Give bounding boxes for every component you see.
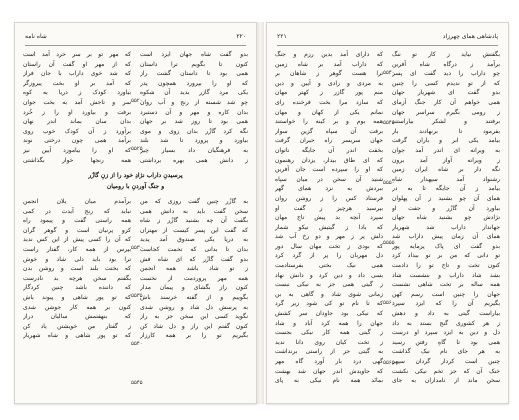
verse-hemistich: بیاورد آن گازُر و جفت او — [392, 204, 500, 212]
verse-hemistich: سپرد آنچه بد پیش تاج مهان — [275, 214, 383, 222]
verse-hemistich: بپرس از همه کار، گفتار راست — [23, 245, 131, 253]
verse-hemistich: ز رومی بگیرم سراسر جهان — [392, 108, 500, 116]
verse-hemistich: دلش پر ز مهر و دو رخ آب شد — [275, 233, 383, 241]
verse-hemistich: شنید آن سخن در میان سپاه — [275, 175, 383, 183]
verse-hemistich: که شد خوی داراب با جان فراز — [23, 70, 131, 78]
left-header-rule — [25, 45, 246, 46]
verse-hemistich: به گازُر چنین گفت روزی که من — [140, 198, 248, 205]
verse-hemistich: که تو پور شاهی و پیوند باش — [23, 293, 131, 301]
verse-hemistich: که تا نام تو کی شود زیر گرد — [275, 300, 383, 308]
verse-hemistich: بفرمود تا برنهادند بار — [392, 127, 500, 135]
verse-hemistich: که بادا ز گیتیش نیکو شمار — [275, 223, 383, 231]
verse-hemistich: دل مهربان را پر از گرد کرد — [275, 252, 383, 260]
line-number: ۵۵۶۵ — [383, 360, 395, 366]
verse-hemistich: برآمد همی چون درختی نوند — [23, 137, 131, 145]
verse-hemistich: دل و دین به ایزد سپرد او درست — [392, 329, 500, 337]
verse-hemistich: که آمد بر او بخت پیروزگر — [23, 79, 131, 87]
verse-hemistich: همی بود تا گاهِ رفتن رسید — [392, 338, 500, 346]
verse-hemistich: کنون راز بگشای و پیمان مدار — [140, 284, 248, 292]
verse-hemistich: بگفتم سخن هرچه بد نادرست — [23, 274, 131, 282]
verse-hemistich: بدان کاره و مهر و آن دستبرد — [140, 108, 248, 116]
line-number: ۵۵۵۰ — [383, 180, 395, 186]
verse-hemistich: سخن ماند از نامداران به جای — [392, 377, 500, 385]
line-number: ۵۵۴۰ — [131, 341, 143, 347]
verse-hemistich: همی خواهم آن کار جنگ آزمای — [392, 98, 500, 106]
line-number: ۵۵۲۰ — [131, 98, 143, 104]
verse-hemistich: که جاویدش اندر جهان شد بهشت — [275, 367, 383, 375]
verse-hemistich: که بنهفتمش سالیان دراز — [23, 313, 131, 321]
verse-hemistich: همی بود تا داستان گشت راز — [140, 70, 248, 78]
verse-hemistich: ترا هست گوهر ز شاهان بر — [275, 70, 383, 78]
verse-hemistich: ز دانش همی بهره برداشتی — [140, 156, 248, 164]
verse-hemistich: که گفت این پسر کیست از مهتران — [140, 226, 248, 234]
verse-hemistich: که او را بپرورد همچون پدر — [140, 79, 248, 87]
verse-hemistich: سخن گفت باید به دانش همی — [140, 207, 248, 215]
verse-hemistich: نگوید کسی این سخن جز به راز — [140, 313, 248, 321]
line-number: ۵۵۵۵ — [383, 240, 395, 246]
left-top-column-left — [23, 50, 131, 165]
verse-hemistich: نژادش چو بشنید شاه جهان — [392, 214, 500, 222]
verse-hemistich: بسی داد و دین کرد و دانش نهاد — [275, 271, 383, 279]
verse-hemistich: نگه کرد گازُر بدان روی و موی — [140, 127, 248, 135]
verse-hemistich: کنون بر همه کار جوشن شدی — [23, 303, 131, 311]
verse-hemistich: جهاندار داراب شد شهریار — [392, 223, 500, 231]
verse-hemistich: ز هر کشوری گنج بستد به داد — [392, 319, 500, 327]
verse-hemistich: چنین است کردار گردان سپهر — [392, 358, 500, 365]
verse-hemistich: نباید که رنج آیدت در کمی — [23, 207, 131, 215]
verse-hemistich: بگفتش نیاید ز کار تو ننگ — [392, 51, 500, 58]
verse-hemistich: به ویرانه ای اندر آمد جوان — [392, 146, 500, 154]
verse-hemistich: همه مهر پروردمت از نخست — [140, 274, 248, 282]
verse-hemistich: بمانَد همه نام نیکی به پای — [275, 377, 383, 385]
verse-hemistich: بگفت آن چه بشنید گازُر ز شاه — [140, 217, 248, 225]
verse-hemistich: که داراب آمد بر شاه زمین — [275, 60, 383, 68]
verse-hemistich: منم پور گازر ز کهتر مهان — [275, 89, 383, 97]
verse-hemistich: بیاورد و پرورد تا شد بلند — [140, 137, 248, 145]
verse-hemistich: برآمدم میان یلان انجمن — [23, 198, 131, 205]
verse-hemistich: بپرسید هرچیز ز گفت او — [275, 204, 383, 212]
verse-hemistich: جهان را همه کرد آباد و شاد — [275, 319, 383, 327]
verse-hemistich: که سازد مرا بخت فرخنده رای — [275, 98, 383, 106]
verse-hemistich: بشد شاد داراب و بنشست شاد — [392, 271, 500, 279]
verse-hemistich: به مردی و رادی و آیین و دین — [275, 79, 383, 87]
verse-hemistich: همه بوم و بر کینه را خواستند — [275, 118, 383, 126]
line-number: ۵۵۶۰ — [383, 300, 395, 306]
verse-hemistich: گهی درد بار آورد گاه مهر — [275, 358, 383, 365]
verse-hemistich: برآورد ز آن کودک خوب روی — [23, 127, 131, 135]
verse-hemistich: برفتند و لشکر بیاراستند — [392, 118, 500, 126]
verse-hemistich: همه راستی گفت و پیمود راه — [23, 217, 131, 225]
verse-hemistich: همای آن زمان پیش داراب شد — [392, 233, 500, 241]
verse-hemistich: کزو پرنیان است و گوهر گران — [23, 226, 131, 234]
verse-hemistich: که دارای آمد بدین رزم و جنگ — [275, 51, 383, 58]
left-page-number: ۲۲۰ — [236, 33, 246, 40]
verse-hemistich: نمانم یکی از کهان و مهان — [275, 108, 383, 116]
right-header-rule — [277, 45, 498, 46]
left-running-head: شاه نامه — [25, 33, 47, 40]
verse-hemistich: برآمد ز درگاه شاه آفرین — [392, 60, 500, 68]
verse-hemistich: سر و تاجش آمد به بخت جوان — [23, 98, 131, 106]
verse-hemistich: کنون تخت و تاج تو را دادمت — [392, 262, 500, 270]
verse-hemistich: بیامد ز آن جایگه تا به در — [392, 185, 500, 193]
verse-hemistich: بگوییم و از گفته خرسند باش — [140, 293, 248, 301]
verse-hemistich: بدو گفت گازُر که ای شاه فش — [140, 255, 248, 263]
verse-hemistich: به پرسش دل شاد و روشن شدی — [140, 303, 248, 311]
verse-hemistich: کنون گفتم این راز و دل شاد کن — [140, 322, 248, 330]
line-number: ۵۵۳۵ — [131, 293, 143, 299]
verse-hemistich: بگیریم تو را بر همه کارزار — [140, 332, 248, 340]
left-section-title-1: پرسیدنِ داراب نژادِ خود را از زنِ گازُر — [88, 172, 183, 179]
right-page — [266, 22, 509, 404]
line-number: ۵۵۴۰ — [383, 70, 395, 76]
verse-hemistich: ز گیتی همه کار نیکی بجست — [275, 329, 383, 337]
verse-hemistich: به دریا یکی صندوق آمد پدید — [140, 236, 248, 244]
verse-hemistich: که آن را کسی پیش از این کس ندید — [23, 236, 131, 244]
verse-hemistich: که ای طاق بیدار، یزدان رهنمون — [275, 156, 383, 164]
verse-hemistich: ترا بود باید دلی شاد و خوش — [23, 255, 131, 263]
verse-hemistich: جهان سربسر راه حیران گرفت — [275, 137, 383, 145]
verse-hemistich: جهان را چنین است رسم کهن — [392, 290, 500, 298]
verse-hemistich: که از تو ندیدم کسی را چنین — [392, 79, 500, 87]
verse-hemistich: بدان سان بماند اندر نهان — [23, 118, 131, 126]
verse-hemistich: ز تخت کیان روی دانا ندید — [275, 338, 383, 346]
verse-hemistich: بدو گفت ای شهریار جهان — [392, 89, 500, 97]
left-top-column-right — [140, 50, 248, 165]
verse-hemistich: بخفت اندر آن جایگه ناتوان — [275, 146, 383, 154]
verse-hemistich: بیاراست گیتی به داد و دهش — [392, 310, 500, 318]
left-page — [14, 22, 257, 404]
verse-hemistich: بیاورد کودک ز دریا به کوه — [23, 89, 131, 97]
verse-hemistich: همه رنجها خوار بگذاشتی — [23, 156, 131, 164]
verse-hemistich: که بودی ز تخت مهان سال دور — [275, 242, 383, 250]
verse-hemistich: که او را بیاموزد آیین نیز — [23, 146, 131, 154]
line-number: ۵۵۴۵ — [131, 380, 143, 386]
right-column-left — [275, 50, 383, 386]
left-page-body — [23, 50, 248, 391]
book-gutter — [257, 22, 264, 404]
verse-hemistich: زمانی شوی شاد و گاهی به بن — [275, 290, 383, 298]
verse-hemistich: که داننده باشد چنین کردگار — [23, 284, 131, 292]
verse-hemistich: کنون تا بگویم ترا داستان — [140, 60, 248, 68]
verse-hemistich: بدو گفت شاه جهان ایزد است — [140, 51, 248, 58]
line-number: ۵۵۲۵ — [131, 146, 143, 152]
verse-hemistich: تو دانی که من بر تو بیداد کرد — [392, 252, 500, 260]
verse-hemistich: بیامد یکی ابر و باران گرفت — [392, 137, 500, 145]
verse-hemistich: به گیتی جز از راستی برنداشت — [275, 348, 383, 356]
verse-hemistich: ببردش به نزد همای گهر — [275, 185, 383, 193]
verse-hemistich: چو شد شسته از رنج و آب روان — [140, 98, 248, 106]
verse-hemistich: همای آن چو بشنید ز آن پهلوان — [392, 194, 500, 202]
right-running-head: پادشاهی همای چهرزاد — [442, 33, 498, 40]
left-page-header — [25, 33, 246, 43]
verse-hemistich: چو داراب را دید گفت ای پسر — [392, 70, 500, 78]
line-number: ۵۵۴۵ — [383, 120, 395, 126]
verse-hemistich: که او را سپرده است جان آفرین — [275, 166, 383, 174]
verse-hemistich: بدان تا بدانی که تخمت کجاست — [140, 245, 248, 253]
verse-hemistich: خنک آن که جز تخم نیکی نکشت — [392, 367, 500, 375]
verse-hemistich: که بختت بلند است و روشن بدن — [23, 265, 131, 273]
verse-hemistich: برفت آن سپاه گزین سوار — [275, 127, 383, 135]
verse-hemistich: بگیریم آن را که ایزد سپرد — [392, 300, 500, 308]
verse-hemistich: به فرهنگیان داد بسیار چیز — [140, 146, 248, 154]
verse-hemistich: ز گیتی همی جز به نیکی نبست — [275, 281, 383, 289]
left-bottom-column-right — [140, 197, 248, 341]
verse-hemistich: فرستاد کس را ز روشن روان — [275, 194, 383, 202]
verse-hemistich: همی بود تا روز شد بر جهان — [140, 118, 248, 126]
line-number: ۵۵۳۰ — [131, 245, 143, 251]
verse-hemistich: همه ساله بر تخت شاهی نشست — [392, 281, 500, 289]
verse-hemistich: بدو گفت ای پاک پرمایه پور — [392, 242, 500, 250]
right-page-header — [277, 33, 498, 43]
left-section-title-2: و جنگ آوردنِ با رومیان — [106, 183, 165, 190]
left-bottom-column-left — [23, 197, 131, 341]
verse-hemistich: نگه دار بر شاه ایران زمین — [392, 166, 500, 174]
verse-hemistich: همی نیک بختی بفرستادمت — [275, 262, 383, 270]
verse-hemistich: به هر جای نام نیک گذاشت — [392, 348, 500, 356]
verse-hemistich: که تو پور شاهی و شاه شهریار — [23, 332, 131, 340]
verse-hemistich: ز ویرانه آواز آمد برون — [392, 156, 500, 164]
verse-hemistich: که نیکی بود جاودان سر کشش — [275, 310, 383, 318]
right-column-right — [392, 50, 500, 386]
verse-hemistich: ز گفتار من خویشتن یاد کن — [23, 322, 131, 330]
right-page-number: ۲۲۱ — [277, 33, 287, 40]
verse-hemistich: برفت و بیاورد او را ز خُرد — [23, 108, 131, 116]
verse-hemistich: یکی مرد گازر بدید آن شکوه — [140, 89, 248, 97]
verse-hemistich: رشنواد آمد سپهدار شاه — [392, 175, 500, 183]
verse-hemistich: ز تو شاد باشد همه انجمن — [140, 265, 248, 273]
verse-hemistich: که مهر تو بر سر خرد آمد است — [23, 51, 131, 58]
verse-hemistich: که از مهر او گفت آن راستان — [23, 60, 131, 68]
right-page-body — [275, 50, 500, 391]
